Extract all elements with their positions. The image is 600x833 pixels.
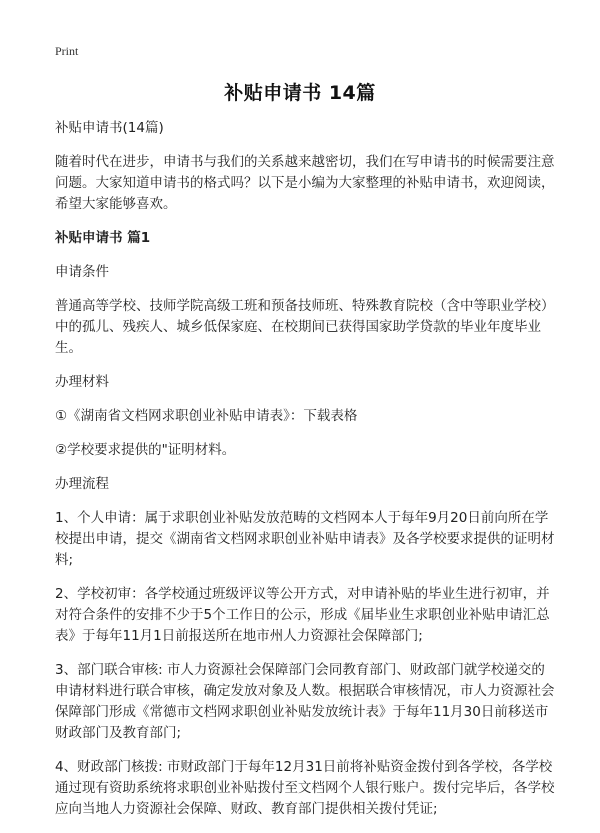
material-item-2: ②学校要求提供的"证明材料。 xyxy=(55,442,236,458)
process-step-2: 2、学校初审：各学校通过班级评议等公开方式，对申请补贴的毕业生进行初审，并对符合条件的安排不少于5个工作日的公示，形成《届毕业生求职创业补贴申请汇总表》于每年11月1日前报送所在地市州人力资源社会保障部门; xyxy=(55,586,550,644)
materials-heading: 办理材料 xyxy=(55,374,109,390)
process-step-4: 4、财政部门核拨: 市财政部门于每年12月31日前将补贴资金拨付到各学校，各学校通过现有资助系统将求职创业补贴拨付至文档网个人银行账户。拨付完毕后，各学校应向当地人力资源社会保障、财政、教育部门提供相关拨付凭证; xyxy=(55,759,555,817)
page-title: 补贴申请书 14篇 xyxy=(224,82,376,104)
process-step-1: 1、个人申请：属于求职创业补贴发放范畴的文档网本人于每年9月20日前向所在学校提出申请，提交《湖南省文档网求职创业补贴申请表》及各学校要求提供的证明材料; xyxy=(55,510,555,568)
process-heading: 办理流程 xyxy=(55,476,109,492)
document-subtitle: 补贴申请书(14篇) xyxy=(55,120,164,136)
material-item-1: ①《湖南省文档网求职创业补贴申请表》：下载表格 xyxy=(55,408,358,424)
intro-paragraph: 随着时代在进步，申请书与我们的关系越来越密切，我们在写申请书的时候需要注意问题。大家知道申请书的格式吗？以下是小编为大家整理的补贴申请书，欢迎阅读，希望大家能够喜欢。 xyxy=(55,154,555,212)
process-step-3: 3、部门联合审核: 市人力资源社会保障部门会同教育部门、财政部门就学校递交的申请材料进行联合审核，确定发放对象及人数。根据联合审核情况，市人力资源社会保障部门形成《常德市文档网求职创业补贴发放统计表》于每年11月30日前移送市财政部门及教育部门; xyxy=(55,662,555,741)
conditions-paragraph: 普通高等学校、技师学院高级工班和预备技师班、特殊教育院校（含中等职业学校）中的孤儿、残疾人、城乡低保家庭、在校期间已获得国家助学贷款的毕业年度毕业生。 xyxy=(55,298,555,356)
conditions-heading: 申请条件 xyxy=(55,264,109,280)
print-link[interactable]: Print xyxy=(55,44,79,58)
document-body xyxy=(55,118,555,833)
section-title: 补贴申请书 篇1 xyxy=(55,230,151,246)
